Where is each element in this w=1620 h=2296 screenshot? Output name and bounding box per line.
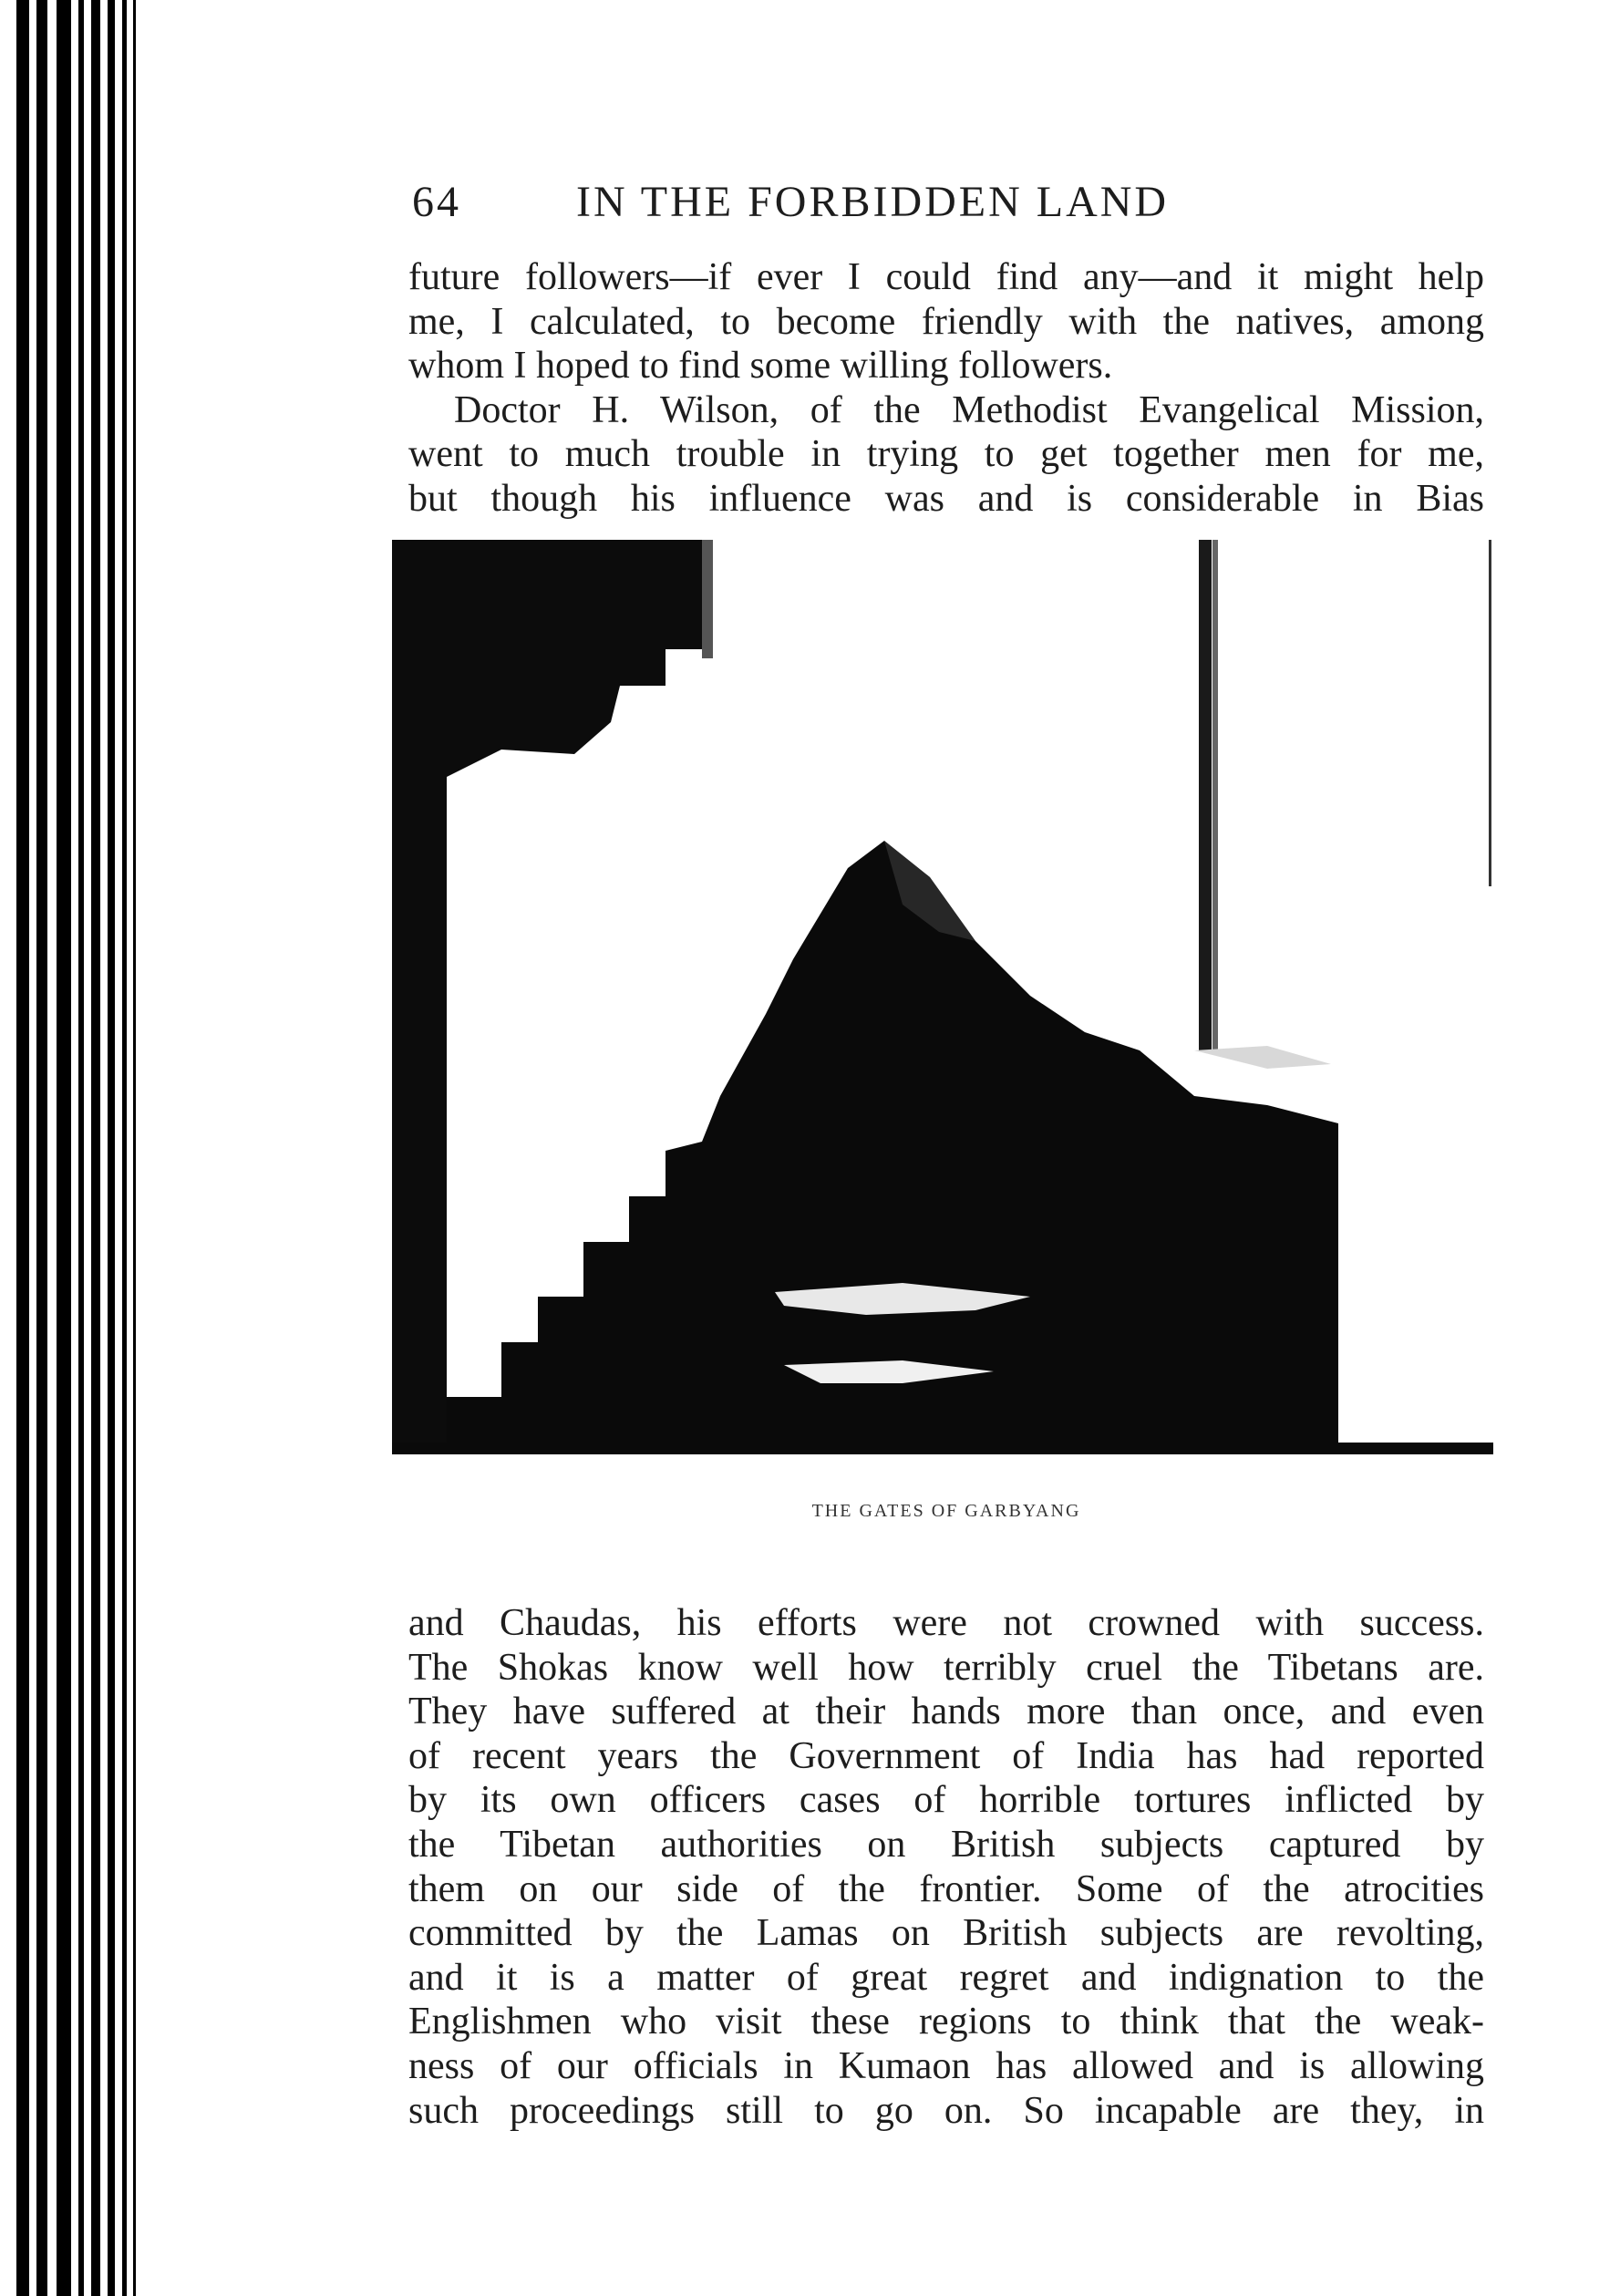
text-line: They have suffered at their hands more than once, and even	[408, 1691, 1484, 1733]
running-header	[412, 171, 1305, 235]
text-line: Englishmen who visit these regions to think that the weak-	[408, 2001, 1484, 2043]
bottom-text-block	[408, 1601, 1484, 2133]
text-line: future followers—if ever I could find any—and it might help	[408, 256, 1484, 298]
text-line: ness of our officials in Kumaon has allowed and is allowing	[408, 2044, 1484, 2087]
text-line: went to much trouble in trying to get together men for me,	[408, 433, 1484, 476]
text-line: and Chaudas, his efforts were not crowned with success.	[408, 1602, 1484, 1644]
text-line: and it is a matter of great regret and indignation to the	[408, 1956, 1484, 1999]
text-line: Doctor H. Wilson, of the Methodist Evangelical Mission,	[454, 388, 1484, 431]
text-line: the Tibetan authorities on British subjects captured by	[408, 1823, 1484, 1866]
running-title: IN THE FORBIDDEN LAND	[576, 178, 1170, 226]
text-line: me, I calculated, to become friendly with the natives, among	[408, 300, 1484, 343]
text-line: by its own officers cases of horrible tortures inflicted by	[408, 1779, 1484, 1822]
text-line: of recent years the Government of India has had reported	[408, 1734, 1484, 1777]
page-number: 64	[412, 178, 461, 226]
text-line: them on our side of the frontier. Some of the atrocities	[408, 1867, 1484, 1910]
photo-image	[392, 540, 1493, 1454]
text-line: but though his influence was and is considerable in Bias	[408, 477, 1484, 520]
plate-caption: THE GATES OF GARBYANG	[811, 1501, 1081, 1521]
binding-edge	[0, 0, 146, 2296]
top-text-block	[408, 255, 1484, 522]
text-line: committed by the Lamas on British subjects are revolting,	[408, 1912, 1484, 1955]
text-line: The Shokas know well how terribly cruel the Tibetans are.	[408, 1646, 1484, 1689]
text-line: such proceedings still to go on. So incapable are they, in	[408, 2089, 1484, 2132]
photo-plate	[392, 540, 1493, 1454]
text-line: whom I hoped to find some willing followers.	[408, 345, 1113, 388]
